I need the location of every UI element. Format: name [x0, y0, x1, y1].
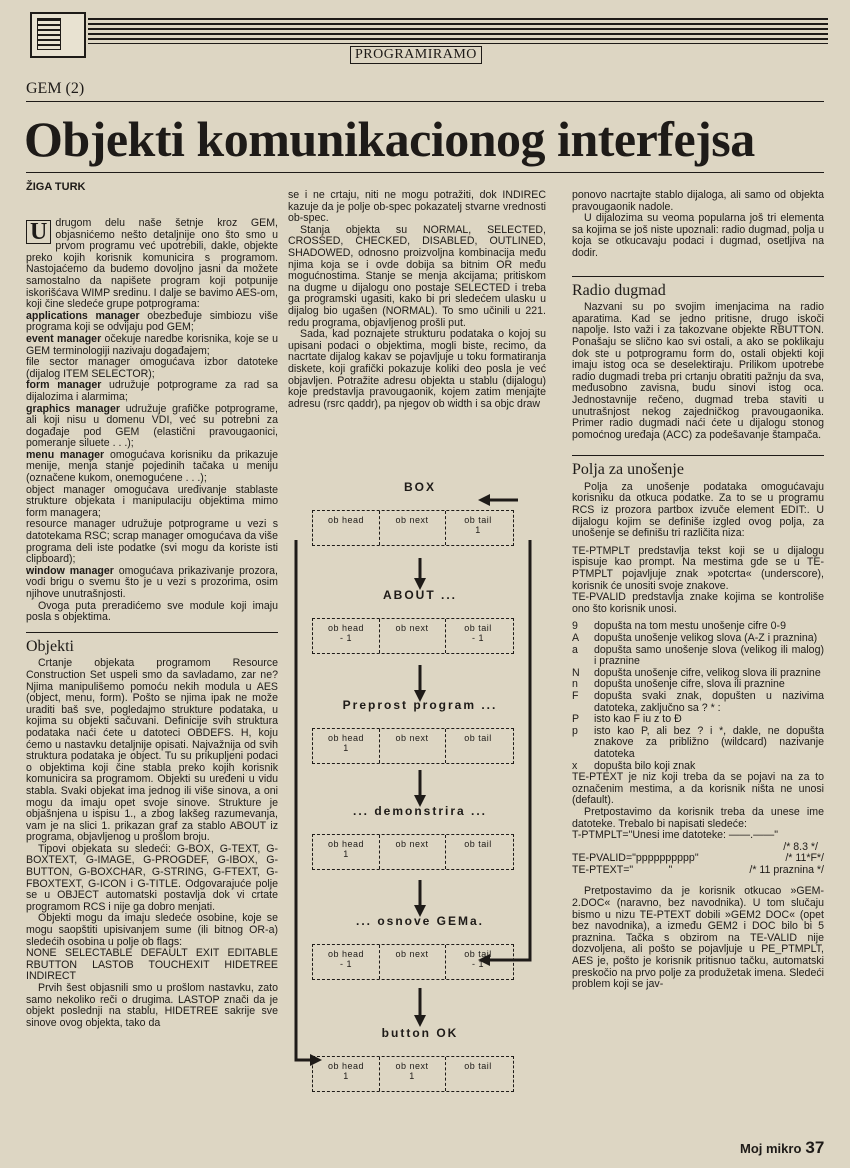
- section-label: PROGRAMIRAMO: [350, 46, 482, 64]
- code-meaning: dopušta unošenje cifre, velikog slova ili praznine: [594, 666, 821, 679]
- field-label: ob head: [327, 623, 365, 633]
- field-label: ob tail: [464, 515, 492, 525]
- field-label: ob next: [395, 949, 429, 959]
- tree-node-fields: [312, 618, 514, 654]
- field-label: ob tail: [464, 1061, 492, 1071]
- manager-name: event manager: [26, 332, 102, 345]
- tree-node-title: ... osnove GEMa.: [355, 914, 485, 928]
- manager-description: omogućava uređivanje stablaste strukture objekata i manipulaciju objektima mimo form managera;: [26, 483, 278, 519]
- field-label: ob head: [327, 839, 365, 849]
- manager-item: [26, 380, 278, 403]
- code-meaning: dopušta svaki znak, dopušten u nazivima datoteka, zaključno sa ? * :: [594, 689, 824, 714]
- article-title: Objekti komunikacionog interfejsa: [24, 111, 755, 167]
- field-label: ob next: [395, 515, 429, 525]
- manager-name: object manager: [26, 483, 106, 496]
- tree-node-title: ... demonstrira ...: [352, 804, 488, 818]
- divider: [26, 101, 824, 102]
- manager-name: graphics manager: [26, 402, 121, 415]
- code-meaning: dopušta unošenje velikog slova (A-Z i praznina): [594, 632, 818, 644]
- field-label: ob next: [395, 733, 429, 743]
- manager-description: udružuje potprograme u vezi s datotekama RSC; scrap manager omogućava da više programa deli iste podatke (svi mogu da koriste isti clipboard);: [26, 518, 278, 566]
- paragraph: U dijalozima su veoma popularna još tri elementa sa kojima se još niste upoznali: radio dugmad, polja u koja se otkucavaju podaci i dugmad, osetljiva na dodir.: [572, 212, 824, 259]
- manager-name: window manager: [26, 564, 114, 577]
- manager-item: [26, 519, 278, 565]
- field-value: 1: [409, 1071, 415, 1081]
- code-row: [572, 691, 824, 714]
- manager-description: omogućava izbor datoteke (dijalog ITEM SELECTOR);: [26, 356, 279, 380]
- validation-codes-list: [572, 621, 824, 772]
- paragraph: Crtanje objekata programom Resource Construction Set uspeli smo da savladamo, zar ne? Njima manipulišemo pomoću nekih modula u AES (object, menu, form). Pošto se njima ipak ne može uraditi baš sve, pogledajmo strukture podataka, u kojima su objekti sačuvani. Definicije svih struktura podataka naći ćete u datoteci OBDEFS. H, koju ćemo u nastavku detaljnije opisati. Najvažnija od svih struktura podataka je object. Tu su prikupljeni podaci o objektima koji čine stabla preko kojih korisnik komunicira sa programom. Objekti su uređeni u vidu stabla. Svaki objekat ima jednog ili više sinova, a oni mogu da imaju opet svoje sinove. Strukture je objašnjena u ispisu 1., a zbog lakšeg razumevanja, vam je na slici 1. prikazan graf za stablo ABOUT iz programa, objavljenog u prošlom broju.: [26, 657, 278, 844]
- section-heading: Objekti: [26, 632, 278, 659]
- code-key: N: [572, 666, 580, 679]
- tree-node-fields: [312, 944, 514, 980]
- field-label: ob tail: [464, 623, 492, 633]
- manager-description: omogućava korisniku da prikazuje menije, menja stanje pojedinih tačaka u meniju (označene kukom, onemogućene . . .);: [26, 448, 278, 485]
- tree-node-fields: [312, 1056, 514, 1092]
- code-row: [572, 726, 824, 761]
- field-label: ob next: [395, 623, 429, 633]
- paragraph: Pretpostavimo da je korisnik otkucao »GEM-2.DOC« (naravno, bez navodnika). U tom slučaju bismo u nizu TE-PTEXT dobili »GEM2 DOC« (opet bez navodnika), a između GEM2 i DOC bilo bi 5 praznina. Tačka s obzirom na TE-VALID nije dozvoljena, ali pošto se pojavljuje u PE_PTMPLT, AES je, pošto je korisnik pritisnuo tačku, automatski preskočio na prvo polje za produžetak imena. Sledeći problem koji se jav-: [572, 885, 824, 991]
- manager-description: omogućava prikazivanje prozora, vodi brigu o svemu što je u vezi s prozorima, osim njihove unutrašnjosti.: [26, 564, 278, 600]
- manager-item: [26, 357, 278, 380]
- manager-item: [26, 404, 278, 450]
- manager-name: file sector manager: [26, 356, 130, 369]
- tree-node-title: BOX: [403, 480, 436, 494]
- field-value: 1: [343, 849, 349, 859]
- field-value: 1: [343, 743, 349, 753]
- field-label: ob tail: [464, 839, 492, 849]
- code-meaning: dopušta unošenje cifre, slova ili praznine: [594, 678, 785, 691]
- section-heading: Radio dugmad: [572, 276, 824, 303]
- manager-item: [26, 311, 278, 334]
- field-label: ob next: [395, 1061, 429, 1071]
- tree-node-fields: [312, 728, 514, 764]
- page-footer: [740, 1138, 824, 1158]
- code-meaning: isto kao F iu z to Đ: [594, 713, 682, 726]
- manager-item: [26, 450, 278, 485]
- author: ŽIGA TURK: [26, 181, 86, 193]
- code-meaning: dopušta bilo koji znak: [594, 759, 696, 772]
- page-number: 37: [805, 1138, 825, 1157]
- code-meaning: dopušta na tom mestu unošenje cifre 0-9: [594, 620, 786, 633]
- flags-list: NONE SELECTABLE DEFAULT EXIT EDITABLE RBUTTON LASTOB TOUCHEXIT HIDETREE INDIRECT: [26, 947, 278, 983]
- paragraph: TE-PTMPLT predstavlja tekst koji se u dijalogu ispisuje kao prompt. Na mestima gde se u TE-PTMPLT pojavljuje znak »potcrta« (underscore), korisnik će unositi svoje znakove.: [572, 544, 824, 592]
- manager-description: obezbeđuje simbiozu više programa koji se odvijaju pod GEM;: [26, 309, 278, 334]
- manager-description: udružuje grafičke potprograme, ali koji nisu u domenu VDI, već su potrebni za događaje pod GEM (elastični pravougaonici, pomeranje siluete . . .);: [26, 402, 278, 450]
- tree-node-title: ABOUT ...: [383, 588, 457, 602]
- object-tree-diagram: [290, 470, 550, 1130]
- code-key: x: [572, 759, 578, 772]
- field-label: ob head: [327, 515, 365, 525]
- code-key: p: [572, 724, 578, 737]
- code-key: A: [572, 632, 580, 644]
- manager-description: udružuje potprograme za rad sa dijalozima i alarmima;: [26, 379, 278, 403]
- code-meaning: isto kao P, ali bez ? i *, dakle, ne dopušta znakove za približno (wildcard) nazivanje datoteka: [594, 724, 824, 760]
- paragraph: Sada, kad poznajete strukturu podataka o kojoj su upisani podaci o objektima, mogli biste, recimo, da nacrtate dijalog kakav se pojavljuje u toku formatiranja diskete, koji grafički pokazuje koliki deo posla je već objavljen. Potražite adresu objekta u stablu (dijalogu) koje predstavlja pravougaonik, kojem zatim menjajte adresu (rsrc qaddr), pa njegov ob width i sa objc draw: [288, 328, 546, 410]
- paragraph: Nazvani su po svojim imenjacima na radio aparatima. Kad se jedno pritisne, drugo iskoči napolje. Isto važi i za takozvane objekte RBUTTON. Ponašaju se slično kao svi ostali, a ako se poklikaju dok ste u potprogramu form do, ostali objekti koji imaju istog oca se deselektiraju. Prilikom upotrebe radio dugmadi treba pri crtanju obratiti pažnju da sva, međusobno zavisna, budu sinovi istog oca. Jednostavnije rečeno, dugmad treba staviti u unutrašnjost nekog zajedničkog pravougaonika. Primer radio dugmadi naći ćete u dijalogu stonog pomoćnog uređaja (ACC) za podešavanje štampača.: [572, 301, 824, 441]
- tree-node-title: Preprost program ...: [342, 698, 498, 712]
- code-key: P: [572, 713, 580, 726]
- code-line: TE-PTEXT=" " /* 11 praznina */: [572, 863, 824, 876]
- manager-name: form manager: [26, 379, 102, 392]
- paragraph: Pretpostavimo da korisnik treba da unese ime datoteke. Trebalo bi napisati sledeće:: [572, 805, 824, 830]
- manager-item: [26, 334, 278, 357]
- divider: [26, 172, 824, 173]
- paragraph: Prvih šest objasnili smo u prošlom nastavku, zato samo nekoliko reči o drugima. LASTOP znači da je objekt poslednji na stablu, HIDETREE sakrije sve sinove ovog objekta, tako da: [26, 982, 278, 1029]
- header-rules: [88, 18, 828, 44]
- field-value: - 1: [339, 633, 352, 643]
- manager-list: [26, 311, 278, 601]
- field-value: - 1: [471, 633, 484, 643]
- code-meaning: dopušta samo unošenje slova (velikog ili malog) i praznine: [594, 643, 824, 668]
- tree-node-title: button OK: [381, 1026, 459, 1040]
- manager-name: applications manager: [26, 309, 140, 322]
- field-label: ob next: [395, 839, 429, 849]
- section-heading: Polja za unošenje: [572, 455, 824, 482]
- code-row: [572, 714, 824, 726]
- manager-item: [26, 485, 278, 520]
- manager-item: [26, 566, 278, 601]
- column-2: [288, 190, 546, 410]
- code-row: [572, 633, 824, 645]
- code-key: 9: [572, 620, 578, 633]
- code-key: a: [572, 643, 578, 656]
- tree-node-fields: [312, 510, 514, 546]
- field-value: 1: [475, 525, 481, 535]
- code-line: TE-PVALID="pppppppppp" /* 11*F*/: [572, 852, 824, 865]
- drop-cap: U: [26, 220, 51, 244]
- paragraph: Objekti mogu da imaju sledeće osobine, koje se mogu saopštiti upisivanjem sume (ili bitnog OR-a) sledećih osobina u polje ob flags:: [26, 912, 278, 948]
- tree-node-fields: [312, 834, 514, 870]
- series-label: GEM (2): [26, 80, 85, 97]
- code-row: [572, 645, 824, 668]
- column-1: [26, 218, 278, 1029]
- field-value: - 1: [339, 959, 352, 969]
- magazine-name: Moj mikro: [740, 1141, 802, 1156]
- field-label: ob head: [327, 949, 365, 959]
- field-label: ob tail: [464, 949, 492, 959]
- paragraph: Stanja objekta su NORMAL, SELECTED, CROSSED, CHECKED, DISABLED, OUTLINED, SHADOWED, odnosno proizvoljna kombinacija među njima koja se i ovde dobija sa bitnim OR među mogućnostima. Stanje se menja akcijama; pritiskom na dugme u dijalogu ono postaje SELECTED i treba ga programski ugasiti, kako bi pri sledećem ulasku u dijalog bio ugašen (NORMAL). To smo učinili u 221. redu programa, objavljenog prošli put.: [288, 223, 546, 329]
- paragraph: Ovoga puta preradićemo sve module koji imaju posla s objektima.: [26, 599, 278, 624]
- paragraph: TE-PVALID predstavlja znake kojima se kontroliše ono što korisnik unosi.: [572, 591, 824, 615]
- paragraph: se i ne crtaju, niti ne mogu potražiti, dok INDIREC kazuje da je polje ob-spec pokazatelj stvarne vrednosti ob-spec.: [288, 189, 546, 225]
- code-comment: /* 8.3 */: [783, 840, 818, 853]
- manager-description: očekuje naredbe korisnika, koje se u GEM terminologiji nazivaju događajem;: [26, 332, 279, 357]
- column-3: [572, 190, 824, 991]
- paragraph: drugom delu naše šetnje kroz GEM, objasnićemo nešto detaljnije ono što smo u prvom programu već upotrebili, dakle, objekte preko kojih korisnik komunicira s programom. Nastojaćemo da budemo dovoljno jasni da možete samostalno da napišete program koji potpunije iskorišćava WIMP sredinu. I dalje se bavimo AES-om, koji čine sledeće grupe potprograma:: [26, 217, 278, 311]
- paragraph: Polja za unošenje podataka omogućavaju korisniku da otkuca podatke. Za to se u programu RCS iz prozora partbox izvuče element EDIT:. U dijalogu kojim se definiše izgled ovog polja, za unošenje se definišu tri različita niza:: [572, 480, 824, 540]
- code-line: T-PTMPLT="Unesi ime datoteke: ——.——": [572, 829, 779, 842]
- field-value: - 1: [471, 959, 484, 969]
- paragraph: ponovo nacrtajte stablo dijaloga, ali samo od objekta pravougaonik nadole.: [572, 189, 824, 213]
- field-value: 1: [343, 1071, 349, 1081]
- field-label: ob head: [327, 733, 365, 743]
- manager-name: resource manager: [26, 518, 116, 531]
- field-label: ob head: [327, 1061, 365, 1071]
- magazine-logo: [30, 12, 86, 58]
- manager-name: menu manager: [26, 448, 105, 461]
- paragraph: TE-PTEXT je niz koji treba da se pojavi na za to označenim mestima, a da korisnik ništa ne unosi (default).: [572, 771, 824, 807]
- code-key: n: [572, 678, 578, 691]
- code-key: F: [572, 689, 579, 702]
- paragraph: Tipovi objekata su sledeći: G-BOX, G-TEXT, G-BOXTEXT, G-IMAGE, G-PROGDEF, G-IBOX, G-BUTTON, G-BOXCHAR, G-STRING, G-FTEXT, G-FBOXTEXT, G-ICON i G-TITLE. Odgovarajuće polje se u OBJECT automatski postavlja dok vi crtate programom RCS i nije ga dobro menjati.: [26, 842, 278, 913]
- field-label: ob tail: [464, 733, 492, 743]
